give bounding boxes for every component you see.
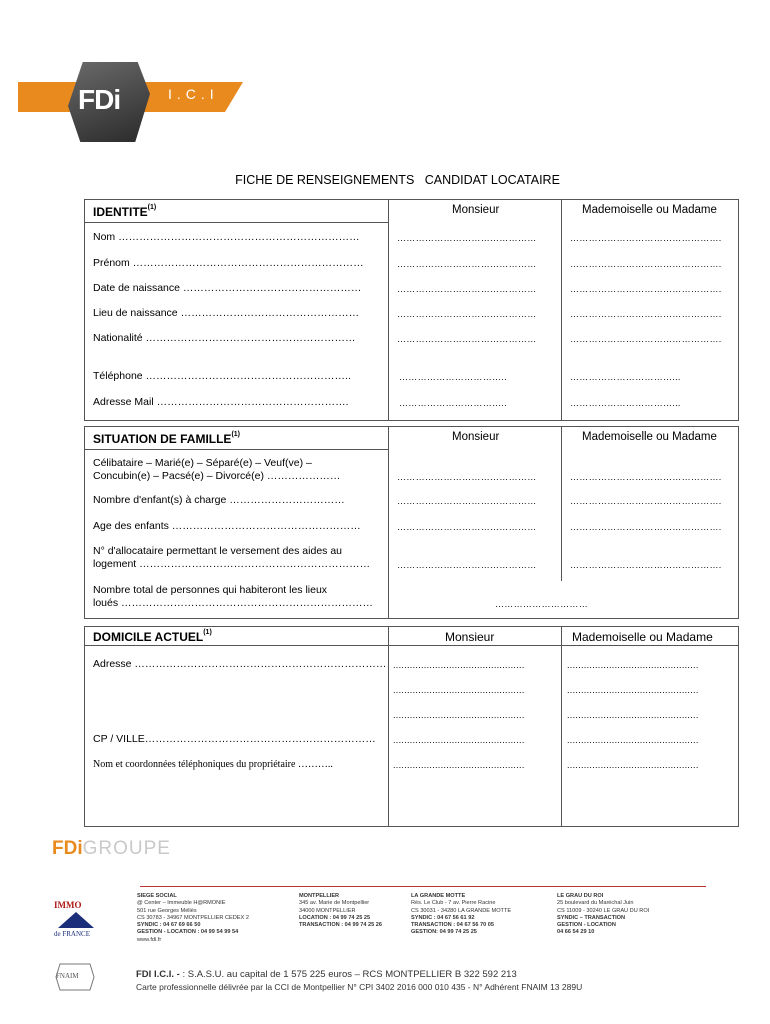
naissance-date-label: Date de naissance …………………………………………… xyxy=(93,282,362,294)
col-divider xyxy=(561,427,562,581)
col-monsieur: Monsieur xyxy=(452,204,500,216)
email-label: Adresse Mail ………………………………………………. xyxy=(93,396,349,408)
form-title: FICHE DE RENSEIGNEMENTS CANDIDAT LOCATAIRE xyxy=(235,173,560,187)
nom-madame-field[interactable]: …………………………………………. xyxy=(570,233,722,243)
legal-line-1: FDI I.C.I. - : S.A.S.U. au capital de 1 575 225 euros – RCS MONTPELLIER B 322 592 213 xyxy=(136,969,517,980)
fdi-groupe-logo: FDiGROUPE xyxy=(52,838,171,859)
allocataire-madame-field[interactable]: …………………………………………. xyxy=(570,560,722,570)
col-monsieur: Monsieur xyxy=(452,431,500,443)
immo-de-france-logo: IMMO de FRANCE xyxy=(54,900,96,942)
fdi-ici-logo xyxy=(18,62,258,142)
total-personnes-field[interactable]: ………………………… xyxy=(495,599,588,609)
naissance-date-madame-field[interactable]: …………………………………………. xyxy=(570,284,722,294)
col-madame: Mademoiselle ou Madame xyxy=(572,630,713,644)
office-la-grande-motte: LA GRANDE MOTTE Rés. Le Club - 7 av. Pierre Racine CS 30031 - 34280 LA GRANDE MOTTE SYNDIC : 04 67 56 61 92 TRANSACTION : 04 67 56 70 05 GESTION: 04 99 74 25 25 xyxy=(411,893,512,936)
col-divider xyxy=(388,627,389,826)
cp-ville-monsieur-field[interactable]: ............................................... xyxy=(393,735,525,745)
telephone-madame-field[interactable]: ……………………………... xyxy=(570,372,681,382)
col-madame: Mademoiselle ou Madame xyxy=(582,204,717,216)
adresse-monsieur-line2[interactable]: ............................................... xyxy=(393,685,525,695)
situation-label-line2: Concubin(e) – Pacsé(e) – Divorcé(e) ………………… xyxy=(93,470,341,482)
nationalite-madame-field[interactable]: …………………………………………. xyxy=(570,334,722,344)
footer-divider xyxy=(140,886,706,887)
naissance-date-monsieur-field[interactable]: ……………………………………… xyxy=(397,284,537,294)
col-divider xyxy=(388,200,389,420)
nationalite-label: Nationalité …………………………………………………… xyxy=(93,332,356,344)
ages-madame-field[interactable]: …………………………………………. xyxy=(570,522,722,532)
famille-section xyxy=(84,426,739,619)
nom-monsieur-field[interactable]: ……………………………………… xyxy=(397,233,537,243)
office-le-grau-du-roi: LE GRAU DU ROI 25 boulevard du Maréchal Juin CS 11009 - 30240 LE GRAU DU ROI SYNDIC – TRANSACTION GESTION - LOCATION 04 66 54 29 10 xyxy=(557,893,650,936)
adresse-madame-line2[interactable]: ............................................... xyxy=(567,685,699,695)
identite-section xyxy=(84,199,739,421)
prenom-madame-field[interactable]: …………………………………………. xyxy=(570,259,722,269)
nom-label: Nom …………………………………………………………… xyxy=(93,231,360,243)
naissance-lieu-label: Lieu de naissance …………………………………………… xyxy=(93,307,360,319)
naissance-lieu-madame-field[interactable]: …………………………………………. xyxy=(570,309,722,319)
logo-ici-text: I.C.I xyxy=(168,86,219,102)
prenom-monsieur-field[interactable]: ……………………………………… xyxy=(397,259,537,269)
total-personnes-label-line1: Nombre total de personnes qui habiteront les lieux xyxy=(93,584,328,596)
email-madame-field[interactable]: ……………………………... xyxy=(570,398,681,408)
enfants-monsieur-field[interactable]: ……………………………………… xyxy=(397,496,537,506)
email-monsieur-field[interactable]: …………………………….. xyxy=(399,398,507,408)
col-divider xyxy=(561,627,562,826)
identite-heading: IDENTITE$^{(1)}$ xyxy=(93,204,157,219)
cp-ville-madame-field[interactable]: ............................................... xyxy=(567,735,699,745)
prenom-label: Prénom ………………………………………………………… xyxy=(93,257,364,269)
adresse-monsieur-line3[interactable]: ............................................... xyxy=(393,710,525,720)
allocataire-label-line2: logement ………………………………………………………… xyxy=(93,558,371,570)
adresse-monsieur-line1[interactable]: ............................................... xyxy=(393,660,525,670)
office-siege-social: SIEGE SOCIAL @ Center – Immeuble H@RMONIE 501 rue Georges Méliès CS 30783 - 34967 MONTPELLIER CEDEX 2 SYNDIC : 04 67 69 66 50 GESTION - LOCATION : 04 99 54 99 54 www.fdi.fr xyxy=(137,893,249,943)
col-divider xyxy=(388,427,389,581)
allocataire-label-line1: N° d'allocataire permettant le versement des aides au xyxy=(93,545,343,557)
proprietaire-monsieur-field[interactable]: ............................................... xyxy=(393,760,525,770)
col-divider xyxy=(561,200,562,420)
situation-madame-field[interactable]: …………………………………………. xyxy=(570,472,722,482)
situation-label-line1: Célibataire – Marié(e) – Séparé(e) – Veuf(ve) – xyxy=(93,457,312,469)
office-montpellier: MONTPELLIER 345 av. Marie de Montpellier 34000 MONTPELLIER LOCATION : 04 99 74 25 25 TRANSACTION : 04 99 74 25 26 xyxy=(299,893,383,929)
col-madame: Mademoiselle ou Madame xyxy=(582,431,717,443)
naissance-lieu-monsieur-field[interactable]: ……………………………………… xyxy=(397,309,537,319)
telephone-monsieur-field[interactable]: …………………………….. xyxy=(399,372,507,382)
heading-underline xyxy=(85,449,388,450)
proprietaire-madame-field[interactable]: ............................................... xyxy=(567,760,699,770)
adresse-madame-line3[interactable]: ............................................... xyxy=(567,710,699,720)
enfants-label: Nombre d'enfant(s) à charge …………………………… xyxy=(93,494,345,506)
situation-monsieur-field[interactable]: ……………………………………… xyxy=(397,472,537,482)
ages-label: Age des enfants ……………………………………………… xyxy=(93,520,361,532)
fnaim-logo: FNAIM xyxy=(54,962,96,992)
telephone-label: Téléphone ………………………………………………….. xyxy=(93,370,351,382)
adresse-madame-line1[interactable]: ............................................... xyxy=(567,660,699,670)
ages-monsieur-field[interactable]: ……………………………………… xyxy=(397,522,537,532)
heading-underline xyxy=(85,222,388,223)
heading-underline xyxy=(85,645,738,646)
total-personnes-label-line2: loués ……………………………………………………………… xyxy=(93,597,374,609)
allocataire-monsieur-field[interactable]: ……………………………………… xyxy=(397,560,537,570)
logo-fdi-text: FDi xyxy=(78,84,121,115)
legal-line-2: Carte professionnelle délivrée par la CCI de Montpellier N° CPI 3402 2016 000 010 435 - N° Adhérent FNAIM 13 289U xyxy=(136,982,583,992)
enfants-madame-field[interactable]: …………………………………………. xyxy=(570,496,722,506)
proprietaire-label: Nom et coordonnées téléphoniques du propriétaire ……….. xyxy=(93,759,333,770)
cp-ville-label: CP / VILLE………………………………………………………… xyxy=(93,733,376,745)
domicile-section xyxy=(84,626,739,827)
adresse-label: Adresse ……………………………………………………………… xyxy=(93,658,387,670)
famille-heading: SITUATION DE FAMILLE$^{(1)}$ xyxy=(93,431,241,446)
nationalite-monsieur-field[interactable]: ……………………………………… xyxy=(397,334,537,344)
domicile-heading: DOMICILE ACTUEL$^{(1)}$ xyxy=(93,629,212,644)
col-monsieur: Monsieur xyxy=(445,630,495,644)
col-divider xyxy=(388,581,389,618)
